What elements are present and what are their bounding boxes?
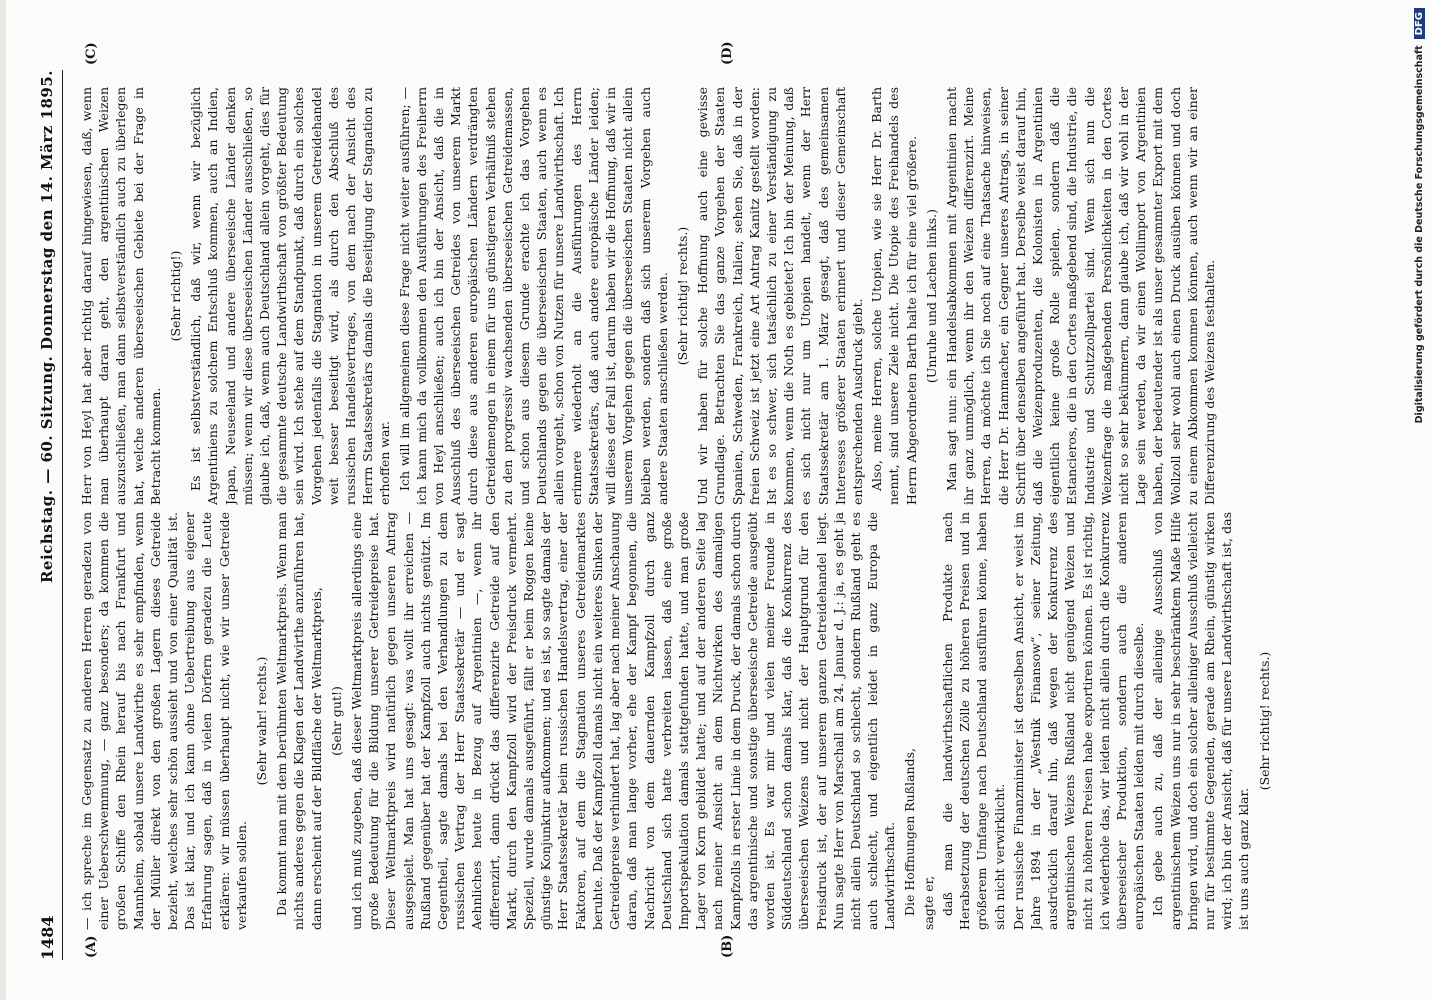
interjection: (Sehr wahr! rechts.) [254,656,270,786]
right-column [78,87,1422,505]
paragraph: Da kommt man mit dem berühmten Weltmarktpreis. Wenn man nichts anderes gegen die Klagen der Landwirthe anzuführen hat, dann erscheint auf der Bildfläche der Weltmarktpreis, [274,512,324,930]
dfg-notice-text: Digitalisierung gefördert durch die Deutsche Forschungsgemeinschaft [1413,45,1425,424]
paragraph: Die Hoffnungen Rußlands, [901,748,917,916]
interjection: (Sehr richtig! rechts.) [674,226,690,366]
paragraph: sagte er, [920,875,936,930]
interjection: (Sehr richtig! rechts.) [1256,651,1272,791]
paragraph: Es ist selbstverständlich, daß wir, wenn wir bezüglich Argentiniens zu solchem Entschluß kommen, auch an Indien, Japan, Neuseeland und andere überseeische Länder denken müssen; wenn wir diese überseeischen Länder ausschließen, so glaube ich, daß, wenn auch Deutschland allein vorgeht, dies für die gesammte deutsche Landwirthschaft von größter Bedeutung sein wird. Ich stehe auf dem Standpunkt, daß durch ein solches Vorgehen jedenfalls die Stagnation in unserem Getreidehandel weit besser beseitigt wird, als durch den Abschluß des russischen Handelsvertrages, von dem nach der Ansicht des Herrn Staatssekretärs damals die Beseitigung der Stagnation zu erhoffen war. [188,87,393,505]
interjection: (Sehr richtig!) [168,250,184,342]
paragraph: — ich spreche im Gegensatz zu anderen Herren geradezu von einer Ueberschwemmung, — ganz besonders; da kommen die großen Schiffe den Rhein herauf bis nach Frankfurt und Mannheim, sobald unsere Landwirthe es sehr empfinden, wenn der Müller direkt von den großen Lagern dieses Getreide bezieht, welches sehr schön aussieht und von einer Qualität ist. Das ist klar, und ich kann ohne Uebertreibung aus eigener Erfahrung sagen, daß in vielen Dörfern geradezu die Leute erklären: wir müssen überhaupt nicht, wie wir unser Getreide verkaufen sollen. [79,512,249,930]
paragraph: Und wir haben für solche Hoffnung auch eine gewisse Grundlage. Betrachten Sie das ganze Vorgehen der Staaten Spanien, Schweden, Frankreich, Italien; sehen Sie, daß in der freien Schweiz ist jetzt eine Art Antrag Kanitz gestellt worden: Ist es so schwer, sich tatsächlich zu einer Verständigung zu kommen, wenn die Noth es gebietet? Ich bin der Meinung, daß es sich nicht nur um Utopien handelt, wenn der Herr Staatssekretär am 1. März gesagt, daß des gemeinsamen Interesses größerer Staaten erinnert und dieser Gemeinschaft entsprechenden Ausdruck giebt. [695,87,865,505]
left-column [78,512,1422,930]
interjection: (Sehr gut!) [328,686,344,756]
paragraph: und ich muß zugeben, daß dieser Weltmarktpreis allerdings eine große Bedeutung für die Bildung unserer Getreidepreise hat. Dieser Weltmarktpreis wird natürlich gegen unseren Antrag ausgespielt. Man hat uns gesagt: was wollt ihr erreichen — Rußland gegenüber hat der Kampfzoll auch nichts genützt. Im Gegentheil, sagte damals bei den Verhandlungen zu dem russischen Vertrag der Herr Staatssekretär — und er sagt Aehnliches heute in Bezug auf Argentinien —, wenn ihr differenzirt, dann drückt das differenzirte Getreide auf den Markt, durch den Kampfzoll wird der Preisdruck vermehrt. Speziell, wurde damals ausgeführt, fällt er beim Roggen keine günstige Konjunktur aufkommen; und es ist, so sagte damals der Herr Staatssekretär beim russischen Handelsvertrag, einer der Faktoren, auf dem die Stagnation unseres Getreidemarktes beruhte. Daß der Kampfzoll damals nicht ein weiteres Sinken der Getreidepreise verhindert hat, lag aber nach meiner Anschauung daran, daß man lange vorher, ehe der Kampf begonnen, die Nachricht von dem dauernden Kampfzoll durch ganz Deutschland sich hatte verbreiten lassen, daß eine große Importspekulation damals stattgefunden hatte, und man große Lager von Korn gebildet hatte; und auf der anderen Seite lag nach meiner Ansicht an dem Nichtwirken des damaligen Kampfzolls in erster Linie in dem Druck, der damals schon durch das argentinische und sonstige überseeische Getreide ausgeübt worden ist. Es war mir und vielen meiner Freunde in Süddeutschland schon damals klar, daß die Konkurrenz des überseeischen Weizens und nicht der Hauptgrund für den Preisdruck ist, der auf unserem ganzen Getreidehandel liegt. Nun sagte Herr von Marschall am 24. Januar d. J.: ja, es geht ja nicht allein Deutschland so schlecht, sondern Rußland geht es auch schlecht, und eigentlich leidet in ganz Europa die Landwirthschaft. [349,512,898,930]
page-number: 1484 [37,915,57,960]
interjection: (Unruhe und Lachen links.) [923,208,939,384]
margin-marker-a: (A) [84,935,99,958]
paragraph: Herr von Heyl hat aber richtig darauf hingewiesen, daß, wenn man überhaupt daran geht, den argentinischen Weizen auszuschließen, man dann selbstverständlich auch zu überlegen hat, welche anderen überseeischen Gebiete bei der Frage in Betracht kommen. [79,87,163,505]
paragraph: Ich will im allgemeinen diese Frage nicht weiter ausführen; — ich kann mich da vollkommen den Ausführungen des Freiherrn von Heyl anschließen; auch ich bin der Ansicht, daß die in Ausschluß des überseeischen Getreides von unserem Markt durch diese aus anderen europäischen Ländern verdrängten Getreidemengen in einem für uns günstigeren Verhältniß stehen zu den progressiv wachsenden überseeischen Getreidemassen, und schon aus diesem Grunde erachte ich das Vorgehen Deutschlands gegen die überseeischen Staaten, auch wenn es allein vorgeht, schon von Nutzen für unsere Landwirthschaft. Ich erinnere wiederholt an die Ausführungen des Herrn Staatssekretärs, daß auch andere europäische Länder leiden; will dieses der Fall ist, darum haben wir die Hoffnung, daß wir in unserem Vorgehen gegen die überseeischen Staaten nicht allein bleiben werden, sondern daß sich unserem Vorgehen auch andere Staaten anschließen werden. [396,87,670,505]
dfg-notice-strip [1410,8,1428,992]
page-title: Reichstag. — 60. Sitzung. Donnerstag den 14. März 1895. [38,70,56,584]
margin-marker-d: (D) [720,41,735,65]
page-header [32,70,63,960]
paragraph: Also, meine Herren, solche Utopien, wie sie Herr Dr. Barth nennt, sind unsere Ziele nicht. Die Utopie des Freihandels des Herrn Abgeordneten Barth halte ich für eine viel größere. [869,87,919,505]
margin-marker-b: (B) [720,934,735,958]
margin-marker-c: (C) [84,42,99,65]
paragraph: Ich gebe auch zu, daß der alleinige Ausschluß von argentinischem Weizen uns nur in sehr beschränktem Maße Hilfe bringen wird, und doch ein solcher alleiniger Ausschluß vielleicht nur für bestimmte Gegenden, gerade am Rhein, günstig wirken wird; ich bin der Ansicht, daß für unsere Landwirthschaft ist, das ist uns auch ganz klar. [1150,512,1252,930]
dfg-notice [1410,8,1428,992]
paragraph: Man sagt nun: ein Handelsabkommen mit Argentinien macht ihr ganz unmöglich, wenn ihr den Weizen differenzirt. Meine Herren, da möchte ich Sie noch auf eine Thatsache hinweisen, die Herr Dr. Hammacher, ein Gegner unseres Antrags, in seiner Schrift über denselben angeführt hat. Derselbe weist darauf hin, daß die Weizenproduzenten, die Kolonisten in Argentinien eigentlich keine große Rolle spielen, sondern daß die Estancieros, die in den Cortes maßgebend sind, die Industrie, die Industrie und Schutzzollpartei sind. Wenn sich nun die Weizenfrage die maßgebenden Persönlichkeiten in den Cortes nicht so sehr bekümmern, dann glaube ich, daß wir wohl in der Lage sein werden, da wir einen Wollimport von Argentinien haben, der bedeutender ist als unser gesammter Export mit dem Wollzoll sehr wohl auch einen Druck ausüben können und doch zu einem Abkommen kommen können, auch wenn wir an einer Differenzirung des Weizens festhalten. [943,87,1217,505]
quotation: daß man die landwirthschaftlichen Produkte nach Herabsetzung der deutschen Zölle zu höheren Preisen und in größerem Umfange nach Deutschland ausführen könne, haben sich nicht verwirklicht. [939,512,1007,930]
dfg-logo: DFG [1414,8,1425,39]
paragraph: Der russische Finanzminister ist derselben Ansicht, er weist im Jahre 1894 in der „Westnik Finansow“, seiner Zeitung, ausdrücklich darauf hin, daß wegen der Konkurrenz des argentinischen Weizens Rußland nicht genügend Weizen und nicht zu höheren Preisen habe exportiren können. Es ist richtig, ich wiederhole das, wir leiden nicht allein durch die Konkurrenz überseeischer Produktion, sondern auch die anderen europäischen Staaten leiden mit durch dieselbe. [1010,512,1147,930]
